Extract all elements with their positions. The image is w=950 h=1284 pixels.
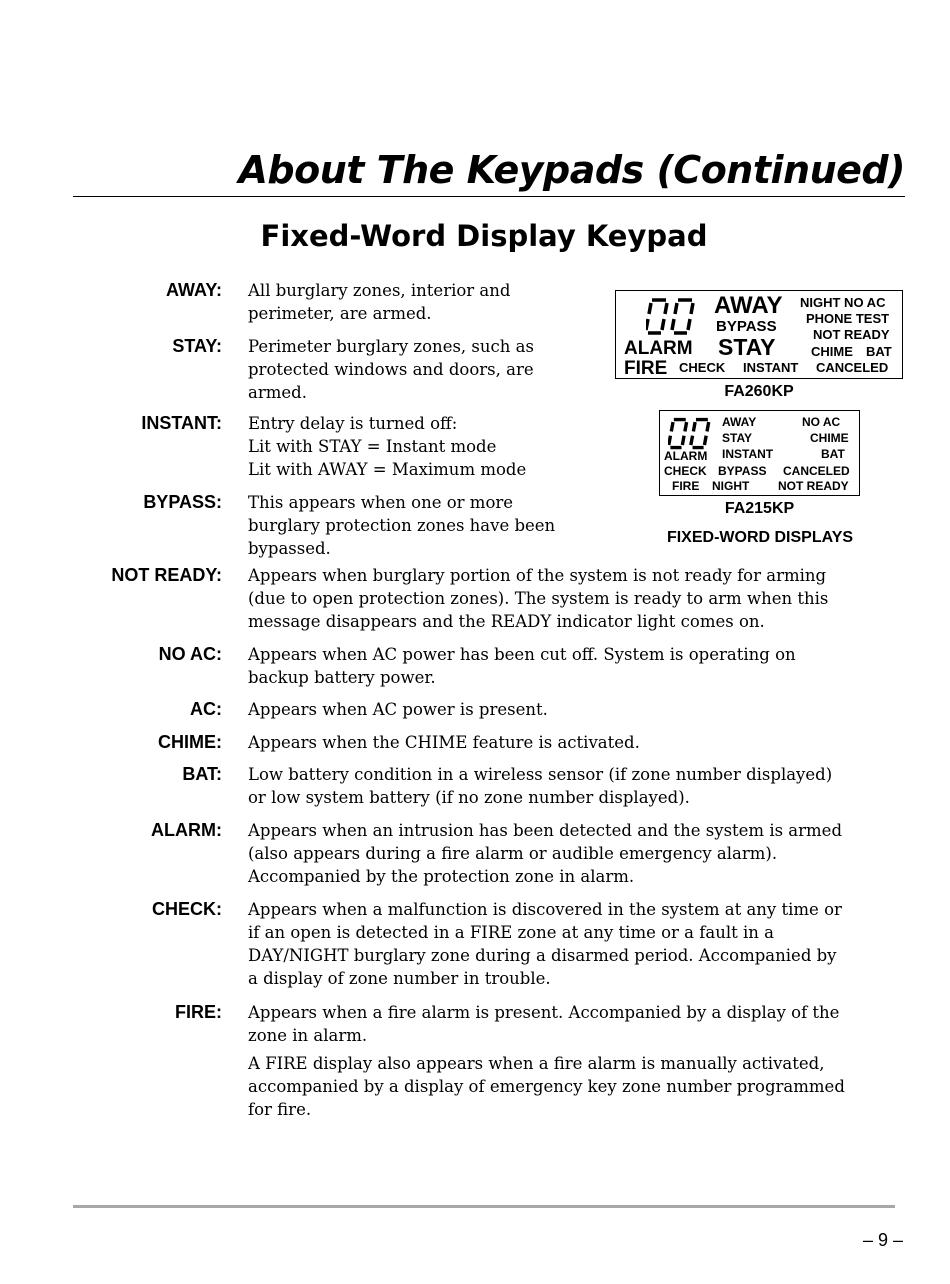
definition-line: Appears when AC power is present. [248, 700, 548, 719]
header-rule [73, 196, 905, 197]
fa260kp-night-no-ac-label: NIGHT NO AC [800, 295, 886, 310]
definition-instant [248, 412, 588, 481]
fa215kp-fire-label: FIRE [672, 479, 700, 493]
definition-line: Appears when an intrusion has been detected and the system is armed [248, 821, 843, 840]
fa215kp-bat-label: BAT [821, 447, 845, 461]
definition-line: zone in alarm. [248, 1026, 368, 1045]
definition-line: accompanied by a display of emergency key zone number programmed [248, 1077, 845, 1096]
fa215kp-not-ready-label: NOT READY [778, 479, 849, 493]
term-stay: STAY: [172, 336, 222, 356]
definition-line: if an open is detected in a FIRE zone at any time or a fault in a [248, 923, 774, 942]
section-title: Fixed-Word Display Keypad [260, 219, 708, 253]
definition-line: perimeter, are armed. [248, 304, 432, 323]
term-bat: BAT: [182, 764, 222, 784]
definition-line: (also appears during a fire alarm or audible emergency alarm). [248, 844, 778, 863]
definition-line: A FIRE display also appears when a fire alarm is manually activated, [248, 1054, 825, 1073]
fa260kp-chime-label: CHIME [811, 344, 853, 359]
fa215kp-instant-label: INSTANT [722, 447, 774, 461]
fa215kp-stay-label: STAY [722, 431, 753, 445]
definition-stay [248, 335, 588, 404]
definition-line: Appears when AC power has been cut off. System is operating on [248, 645, 796, 664]
term-fire: FIRE: [175, 1002, 222, 1022]
definition-line: Accompanied by the protection zone in alarm. [248, 867, 635, 886]
fa215kp-check-label: CHECK [664, 464, 707, 478]
definition-line: backup battery power. [248, 668, 436, 687]
definition-no-ac [248, 643, 888, 689]
fa260kp-fire-label: FIRE [624, 358, 668, 379]
definition-line: or low system battery (if no zone number displayed). [248, 788, 690, 807]
definition-line: Lit with AWAY = Maximum mode [248, 460, 527, 479]
definition-bypass [248, 491, 588, 560]
definition-line: Low battery condition in a wireless sensor (if zone number displayed) [248, 765, 833, 784]
definition-line: This appears when one or more [248, 493, 514, 512]
term-not-ready: NOT READY: [111, 565, 222, 585]
definition-line: Appears when burglary portion of the system is not ready for arming [248, 566, 827, 585]
fa260kp-alarm-label: ALARM [624, 338, 693, 359]
fa215kp-away-label: AWAY [722, 415, 757, 429]
definition-line: (due to open protection zones). The system is ready to arm when this [248, 589, 829, 608]
definition-line: burglary protection zones have been [248, 516, 556, 535]
definition-line: message disappears and the READY indicator light comes on. [248, 612, 765, 631]
fa260kp-instant-label: INSTANT [743, 360, 799, 375]
fa260kp-phone-test-label: PHONE TEST [806, 311, 890, 326]
fa215kp-canceled-label: CANCELED [783, 464, 850, 478]
fa260kp-caption: FA260KP [724, 383, 794, 400]
term-chime: CHIME: [158, 732, 222, 752]
fa260kp-bypass-label: BYPASS [716, 318, 777, 335]
term-bypass: BYPASS: [143, 492, 222, 512]
fa215kp-chime-label: CHIME [810, 431, 849, 445]
definition-alarm [248, 819, 888, 888]
fa260kp-away-label: AWAY [714, 292, 783, 319]
seven-segment-digits-icon [668, 417, 712, 451]
page-header-title: About The Keypads (Continued) [238, 148, 905, 192]
definition-line: protected windows and doors, are [248, 360, 534, 379]
definition-fire [248, 1001, 888, 1047]
figure-caption: FIXED-WORD DISPLAYS [666, 529, 854, 546]
fa260kp-not-ready-label: NOT READY [813, 327, 890, 342]
definition-line: Lit with STAY = Instant mode [248, 437, 497, 456]
definition-line: Perimeter burglary zones, such as [248, 337, 534, 356]
definition-chime [248, 731, 888, 754]
footer-rule [73, 1205, 895, 1208]
definition-away [248, 279, 588, 325]
fa260kp-check-label: CHECK [679, 360, 726, 375]
definition-line: armed. [248, 383, 307, 402]
definition-line: Appears when a malfunction is discovered in the system at any time or [248, 900, 842, 919]
fa215kp-night-label: NIGHT [712, 479, 750, 493]
fa215kp-no-ac-label: NO AC [802, 415, 841, 429]
definition-fire-extra [248, 1052, 888, 1121]
term-check: CHECK: [152, 899, 222, 919]
fa215kp-alarm-label: ALARM [664, 449, 708, 463]
definition-line: bypassed. [248, 539, 331, 558]
fa260kp-display [615, 290, 903, 379]
term-no-ac: NO AC: [158, 644, 222, 664]
definition-not-ready [248, 564, 888, 633]
definition-line: DAY/NIGHT burglary zone during a disarmed period. Accompanied by [248, 946, 837, 965]
term-away: AWAY: [165, 280, 222, 300]
term-instant: INSTANT: [141, 413, 222, 433]
fa215kp-caption: FA215KP [724, 500, 795, 517]
definition-line: Entry delay is turned off: [248, 414, 458, 433]
definition-ac [248, 698, 888, 721]
definition-check [248, 898, 888, 990]
fa260kp-stay-label: STAY [718, 334, 776, 360]
term-alarm: ALARM: [151, 820, 222, 840]
definition-line: All burglary zones, interior and [248, 281, 511, 300]
fa260kp-bat-label: BAT [866, 344, 892, 359]
seven-segment-digits-icon [646, 297, 696, 337]
fa215kp-bypass-label: BYPASS [718, 464, 767, 478]
definition-line: Appears when a fire alarm is present. Accompanied by a display of the [248, 1003, 840, 1022]
fa260kp-canceled-label: CANCELED [816, 360, 889, 375]
definition-line: for fire. [248, 1100, 312, 1119]
definition-line: a display of zone number in trouble. [248, 969, 551, 988]
definition-line: Appears when the CHIME feature is activated. [248, 733, 640, 752]
page-number: – 9 – [862, 1230, 903, 1250]
fa215kp-display [659, 410, 860, 496]
definition-bat [248, 763, 888, 809]
term-ac: AC: [190, 699, 222, 719]
